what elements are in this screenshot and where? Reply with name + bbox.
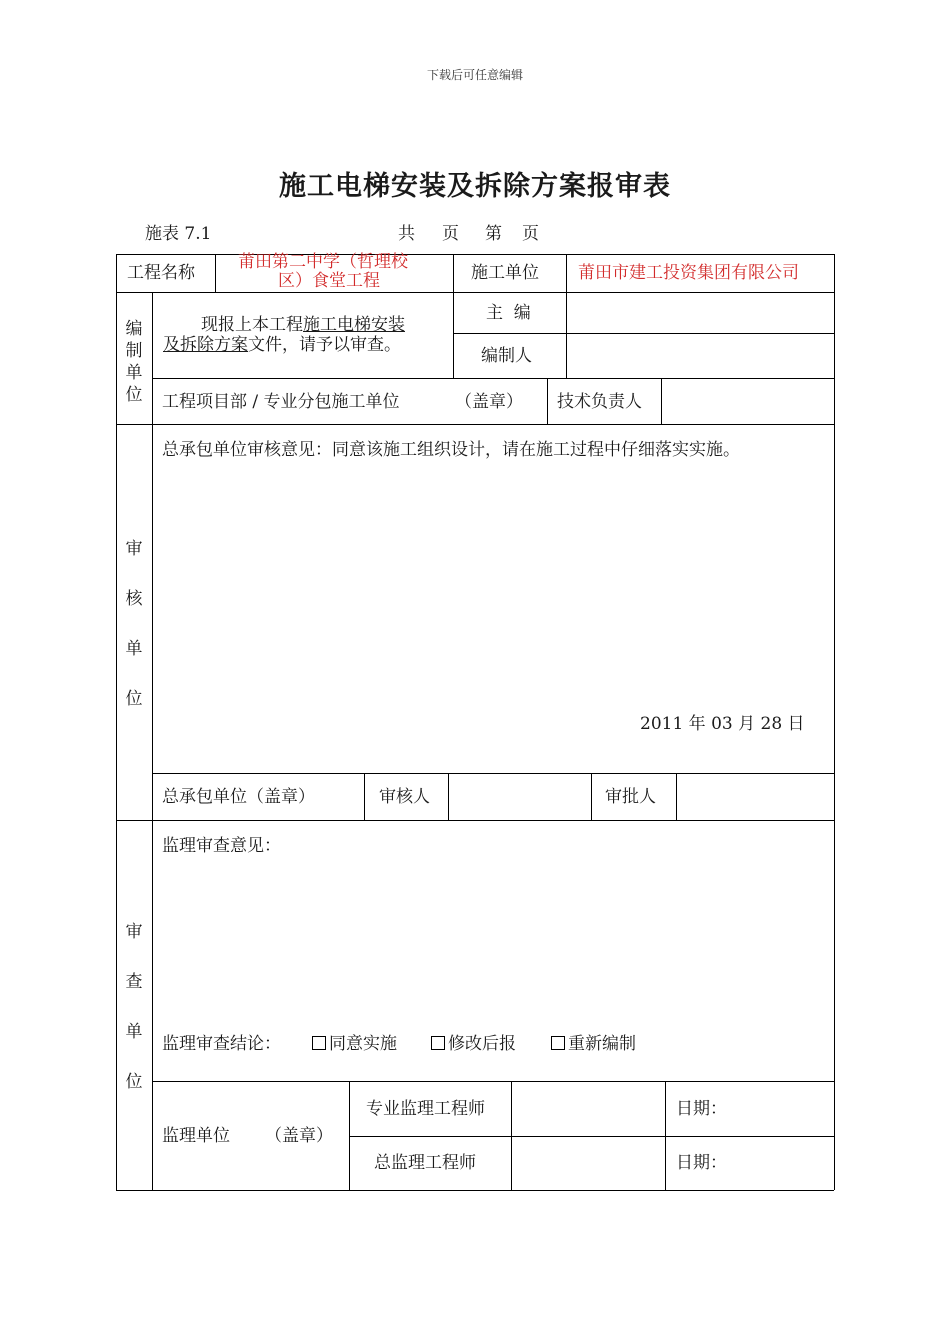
- project-name-line-1: 莆田第二中学（哲理校: [238, 252, 408, 272]
- specialist-engineer-label: 专业监理工程师: [366, 1099, 485, 1119]
- inspect-unit-side-label: 审 查 单 位: [125, 922, 143, 1092]
- project-name-value: [238, 253, 408, 291]
- compiler-label: 编制人: [481, 346, 532, 366]
- form-number: 施表 7.1: [145, 224, 212, 244]
- page-title: 施工电梯安装及拆除方案报审表: [279, 171, 671, 202]
- current-page-label: 第: [485, 224, 502, 244]
- compile-seal-label: （盖章）: [455, 392, 523, 412]
- compile-unit-side-label: 编 制 单 位: [125, 319, 143, 405]
- option-redo[interactable]: 重新编制: [551, 1033, 636, 1055]
- total-pages-label: 共: [398, 224, 415, 244]
- watermark-text: 下载后可任意编辑: [426, 68, 523, 82]
- general-contractor-label: 总承包单位（盖章）: [162, 787, 315, 807]
- supervision-seal-label: （盖章）: [265, 1126, 333, 1146]
- review-unit-side-label: 审 核 单 位: [125, 539, 143, 709]
- tech-lead-label: 技术负责人: [557, 392, 642, 412]
- contractor-value: 莆田市建工投资集团有限公司: [578, 263, 799, 283]
- supervision-conclusion-label: 监理审查结论：: [162, 1034, 281, 1054]
- revise-checkbox[interactable]: [431, 1036, 445, 1050]
- review-opinion: 总承包单位审核意见：同意该施工组织设计，请在施工过程中仔细落实实施。: [162, 440, 740, 460]
- page-unit-2: 页: [522, 224, 539, 244]
- supervision-opinion-label: 监理审查意见：: [162, 836, 281, 856]
- project-dept-label: 工程项目部 / 专业分包施工单位: [162, 392, 400, 412]
- review-date: 2011 年 03 月 28 日: [640, 714, 805, 734]
- project-name-label: 工程名称: [127, 263, 195, 283]
- chief-date-label: 日期：: [676, 1153, 727, 1173]
- approver-label: 审批人: [605, 787, 656, 807]
- reviewer-label: 审核人: [379, 787, 430, 807]
- contractor-label: 施工单位: [471, 263, 539, 283]
- supervision-unit-label: 监理单位: [162, 1126, 230, 1146]
- option-revise[interactable]: 修改后报: [431, 1033, 516, 1055]
- redo-checkbox[interactable]: [551, 1036, 565, 1050]
- page-unit-1: 页: [442, 224, 459, 244]
- submission-statement: 现报上本工程施工电梯安装 及拆除方案文件，请予以审查。: [163, 315, 405, 355]
- project-name-line-2: 区）食堂工程: [278, 271, 380, 291]
- chief-engineer-label: 总监理工程师: [374, 1153, 476, 1173]
- chief-editor-label: 主 编: [486, 303, 531, 323]
- option-approve[interactable]: 同意实施: [312, 1033, 397, 1055]
- approve-checkbox[interactable]: [312, 1036, 326, 1050]
- specialist-date-label: 日期：: [676, 1099, 727, 1119]
